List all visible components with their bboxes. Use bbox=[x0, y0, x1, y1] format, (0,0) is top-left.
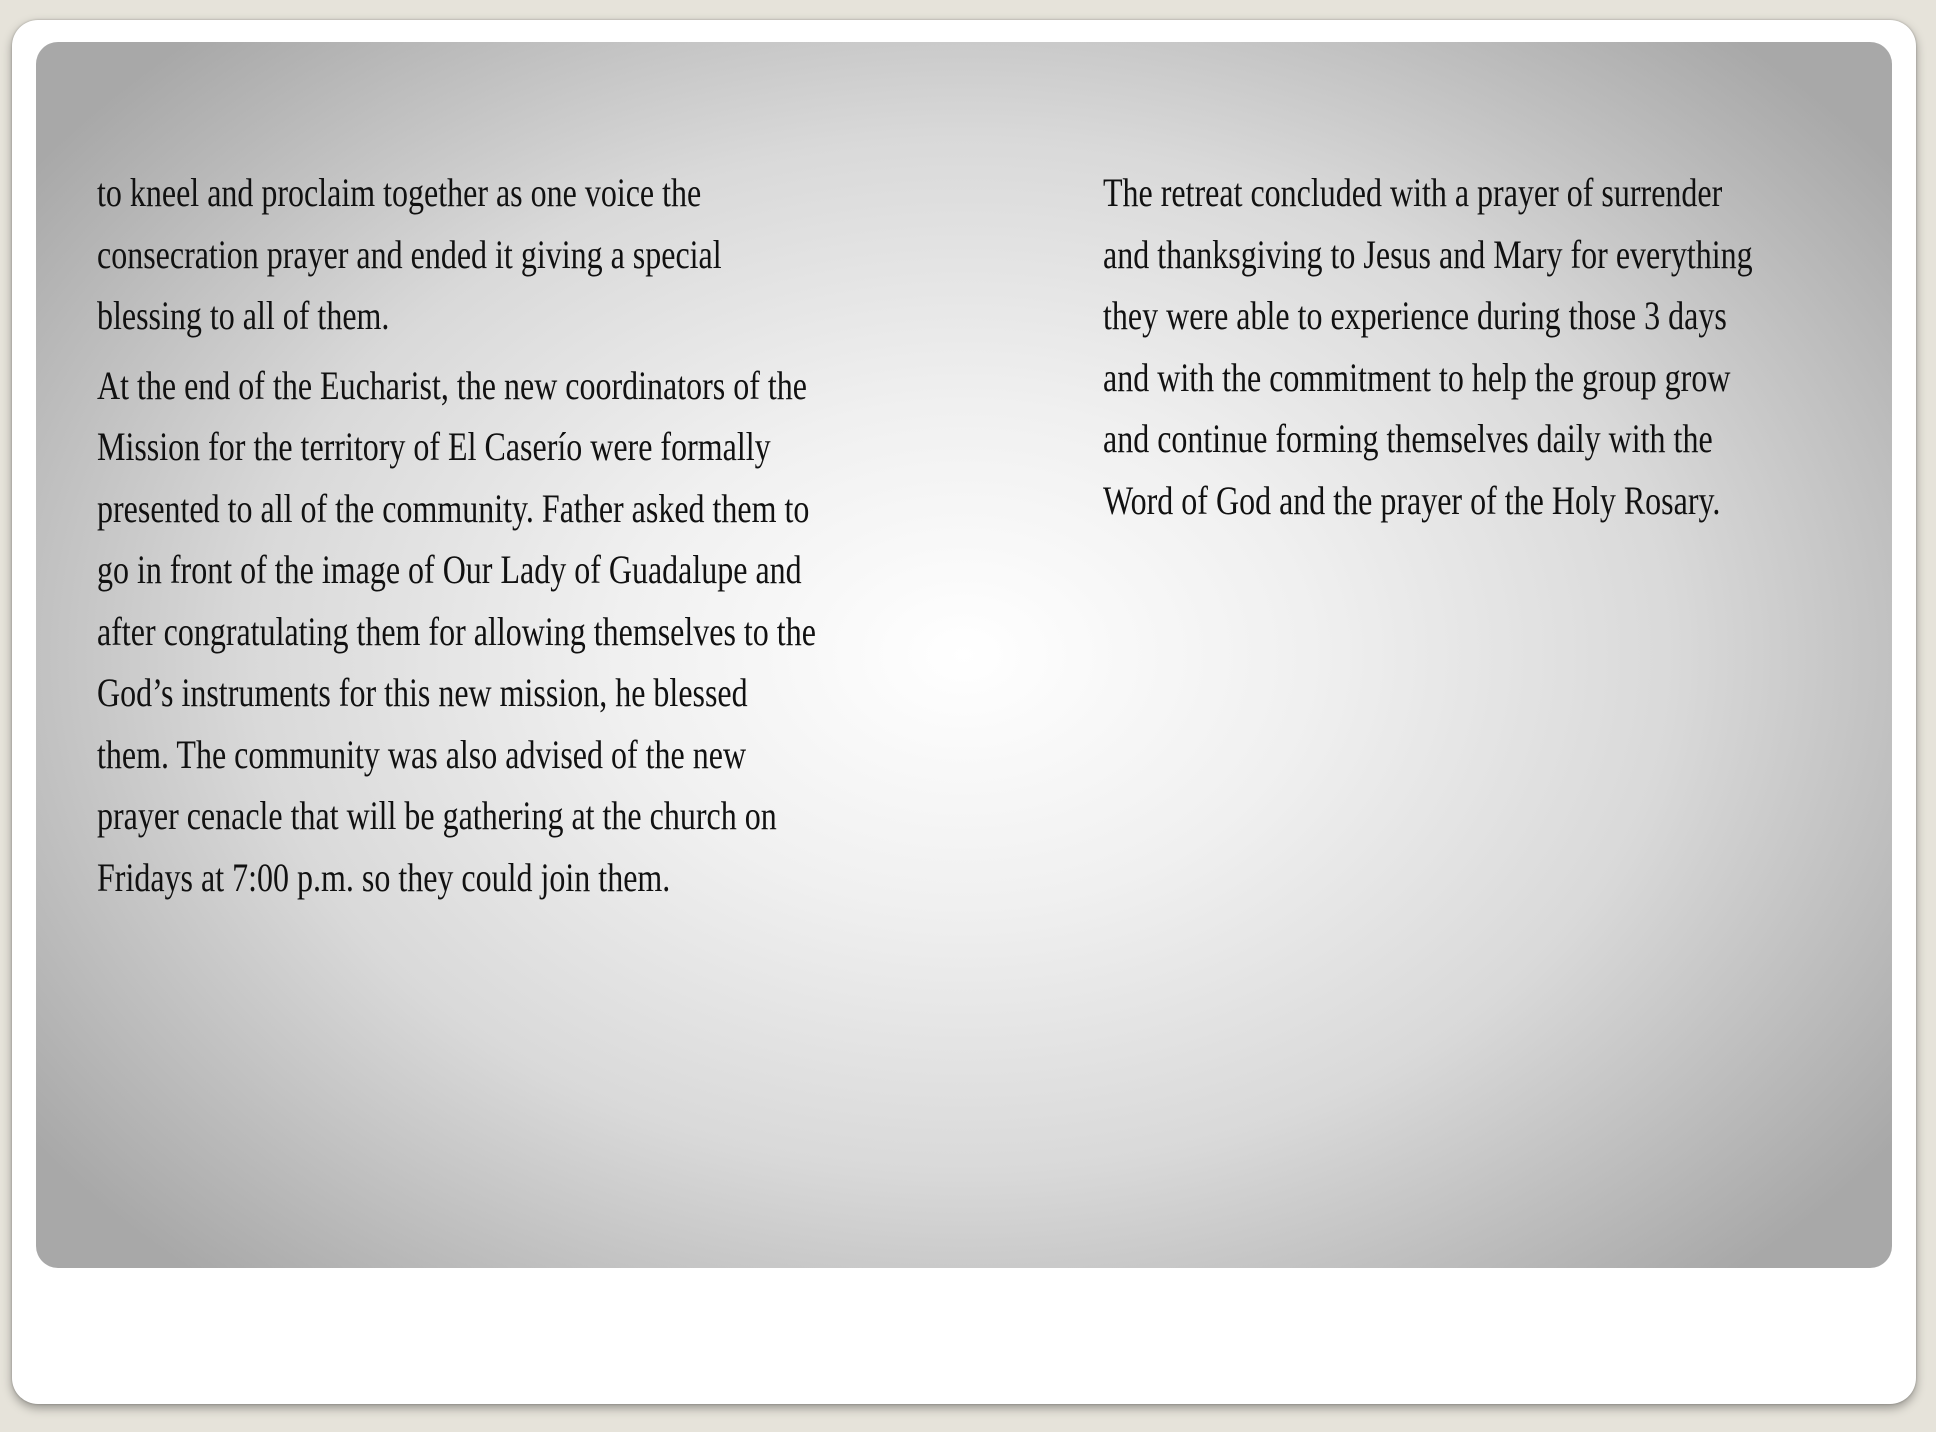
paragraph-new-coordinators: At the end of the Eucharist, the new coordinators of the Mission for the territory of El Caserío were formally presented to all of the community. Father asked them to go in front of the image of Our Lady of Guadalupe and after congratulating them for allowing themselves to the God’s instruments for this new mission, he blessed them. The community was also advised of the new prayer cenacle that will be gathering at the church on Fridays at 7:00 p.m. so they could join them. bbox=[97, 362, 816, 900]
slide-frame bbox=[12, 20, 1916, 1404]
paragraph-retreat-conclusion: The retreat concluded with a prayer of surrender and thanksgiving to Jesus and Mary for everything they were able to experience during those 3 days and with the commitment to help the group grow and continue forming themselves daily with the Word of God and the prayer of the Holy Rosary. bbox=[1103, 170, 1753, 523]
right-text-column bbox=[1103, 162, 1892, 539]
left-text-column bbox=[97, 162, 897, 916]
slide-content-panel bbox=[36, 42, 1892, 1268]
paragraph-consecration: to kneel and proclaim together as one voice the consecration prayer and ended it giving a special blessing to all of them. bbox=[97, 170, 722, 338]
